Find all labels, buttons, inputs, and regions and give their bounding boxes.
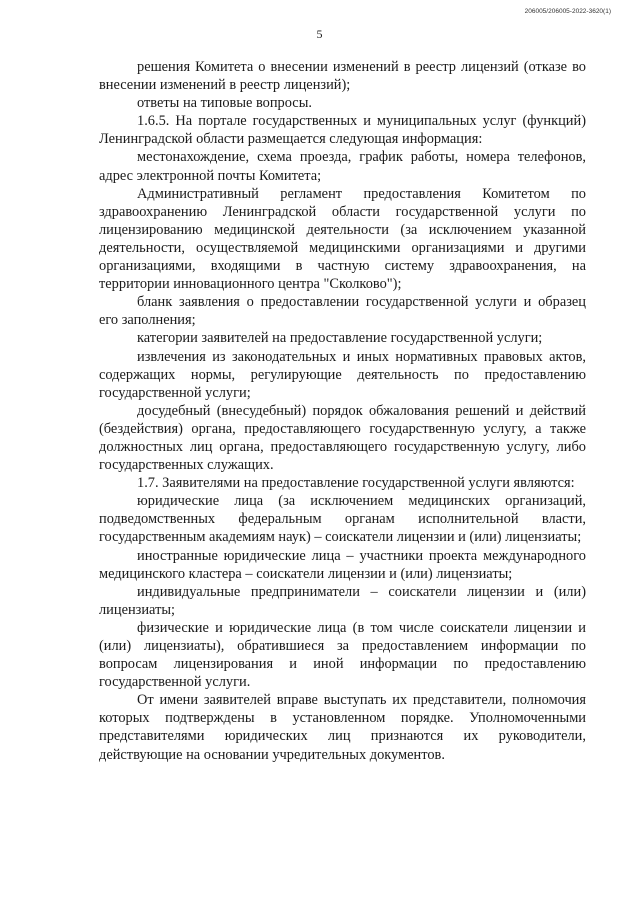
paragraph: местонахождение, схема проезда, график работы, номера телефонов, адрес электронной почты Комитета; [99,149,586,184]
paragraph: 1.6.5. На портале государственных и муниципальных услуг (функций) Ленинградской области размещается следующая информация: [99,113,586,148]
paragraph: решения Комитета о внесении изменений в реестр лицензий (отказе во внесении изменений в реестр лицензий); [99,59,586,94]
document-body [99,58,586,764]
paragraph: досудебный (внесудебный) порядок обжалования решений и действий (бездействия) органа, предоставляющего государственную услугу, а также должностных лиц органа, предоставляющего государственную услугу, либо государственных служащих. [99,402,586,474]
paragraph: извлечения из законодательных и иных нормативных правовых актов, содержащих нормы, регулирующие деятельность по предоставлению государственной услуги; [99,348,586,401]
paragraph: юридические лица (за исключением медицинских организаций, подведомственных федеральным органам исполнительной власти, государственным академиям наук) – соискатели лицензии и (или) лицензиаты; [99,493,586,546]
paragraph: индивидуальные предприниматели – соискатели лицензии и (или) лицензиаты; [99,583,586,618]
paragraph: ответы на типовые вопросы. [137,95,312,112]
paragraph: От имени заявителей вправе выступать их представители, полномочия которых подтверждены в установленном порядке. Уполномоченными представителями юридических лиц признаются их руководители, действующие на основании учредительных документов. [99,692,586,763]
paragraph: 1.7. Заявителями на предоставление государственной услуги являются: [137,475,575,492]
paragraph: Административный регламент предоставления Комитетом по здравоохранению Ленинградской области государственной услуги по лицензированию медицинской деятельности (за исключением указанной деятельности, осуществляемой медицинскими организациями и другими организациями, входящими в частную систему здравоохранения, на территории инновационного центра "Сколково"); [99,185,586,293]
paragraph: иностранные юридические лица – участники проекта международного медицинского кластера – соискатели лицензии и (или) лицензиаты; [99,547,586,582]
page-number: 5 [316,27,323,41]
document-code: 206005/206005-2022-3620(1) [524,8,611,15]
paragraph: категории заявителей на предоставление государственной услуги; [137,330,543,347]
paragraph: физические и юридические лица (в том числе соискатели лицензии и (или) лицензиаты), обратившиеся за предоставлением информации по вопросам лицензирования и иной информации по предоставлению государственной услуги. [99,619,586,691]
paragraph: бланк заявления о предоставлении государственной услуги и образец его заполнения; [99,294,586,329]
